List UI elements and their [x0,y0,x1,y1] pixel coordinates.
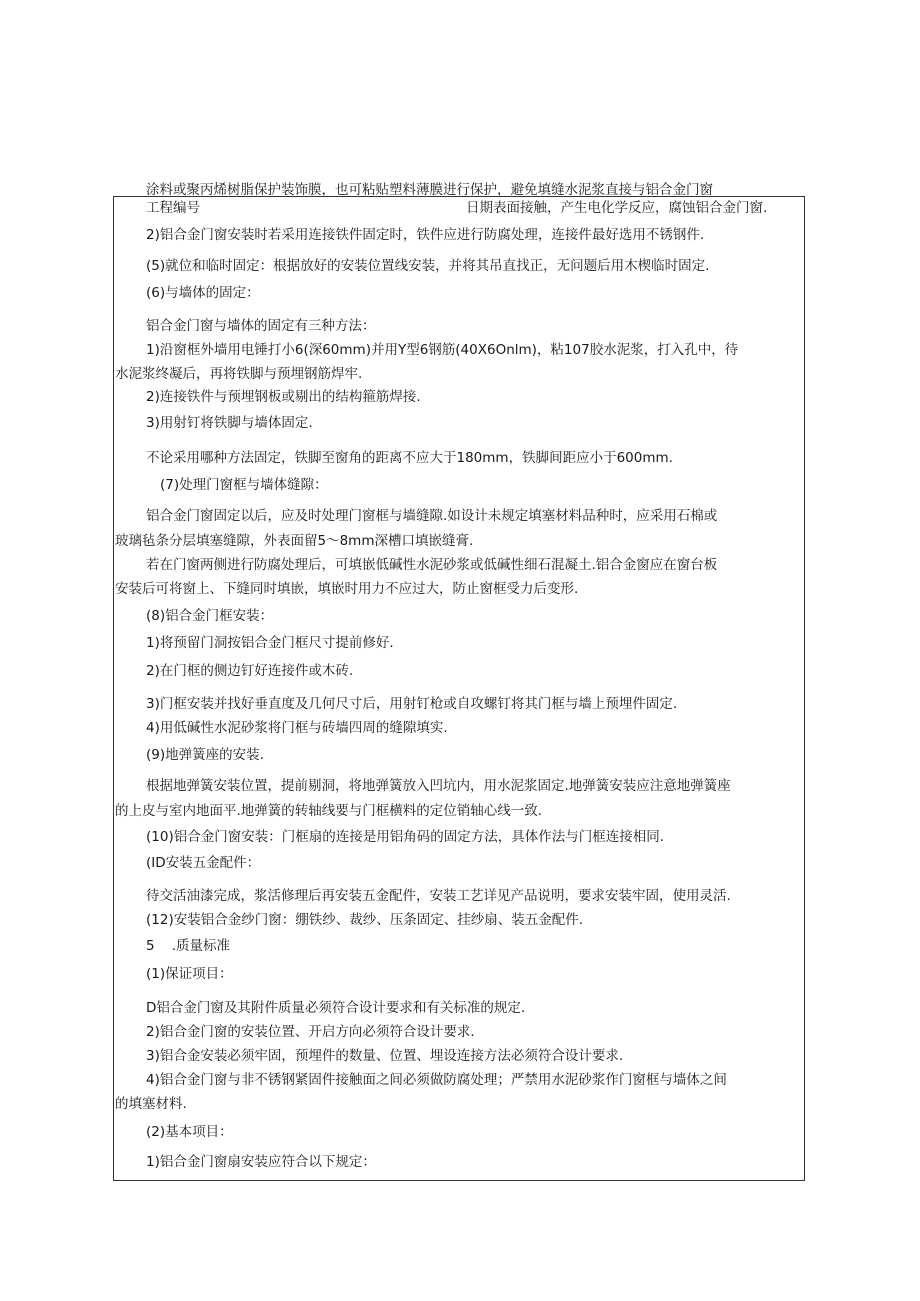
body-line: (12)安装铝合金纱门窗：绷铁纱、裁纱、压条固定、挂纱扇、装五金配件. [146,912,584,928]
body-line: (1)保证项目： [146,966,233,982]
body-line: 安装后可将窗上、下缝同时填嵌，填嵌时用力不应过大，防止窗框受力后变形. [115,581,579,597]
header-line-2-right: 日期表面接触，产生电化学反应，腐蚀铝合金门窗. [466,200,768,216]
body-line: 若在门窗两侧进行防腐处理后，可填嵌低碱性水泥砂浆或低碱性细石混凝土.铝合金窗应在窗台板 [146,557,718,573]
body-line: 根据地弹簧安装位置，提前剔洞，将地弹簧放入凹坑内，用水泥浆固定.地弹簧安装应注意地弹簧座 [146,778,731,794]
body-line: (5)就位和临时固定：根据放好的安装位置线安装，并将其吊直找正，无问题后用木楔临时固定. [146,258,710,274]
header-line-1: 涂料或聚丙烯树脂保护装饰膜，也可粘贴塑料薄膜进行保护，避免填缝水泥浆直接与铝合金门窗 [146,182,713,198]
body-line: 5 .质量标准 [146,938,231,954]
body-line: 1)将预留门洞按铝合金门框尺寸提前修好. [146,635,394,651]
body-line: (9)地弹簧座的安装. [146,747,264,763]
body-line: D铝合金门窗及其附件质量必须符合设计要求和有关标准的规定. [146,1000,526,1016]
body-line: 玻璃毡条分层填塞缝隙，外表面留5～8mm深槽口填嵌缝膏. [115,533,474,549]
body-line: 2)铝合金门窗的安装位置、开启方向必须符合设计要求. [146,1024,475,1040]
body-line: 铝合金门窗固定以后，应及时处理门窗框与墙缝隙.如设计未规定填塞材料品种时，应采用石棉或 [146,508,718,524]
body-line: (10)铝合金门窗安装：门框扇的连接是用铝角码的固定方法，具体作法与门框连接相同. [146,829,665,845]
body-line: 水泥浆终凝后，再将铁脚与预埋钢筋焊牢. [115,366,363,382]
body-line: (ID安装五金配件： [146,855,261,871]
body-line: 的填塞材料. [115,1096,187,1112]
body-line: 2)铝合金门窗安装时若采用连接铁件固定时，铁件应进行防腐处理，连接件最好选用不锈钢件. [146,227,705,243]
body-line: 1)铝合金门窗扇安装应符合以下规定： [146,1154,376,1170]
body-line: 铝合金门窗与墙体的固定有三种方法： [146,318,376,334]
body-line: 3)门框安装并找好垂直度及几何尺寸后，用射钉枪或自攻螺钉将其门框与墙上预埋件固定. [146,696,678,712]
body-line: 的上皮与室内地面平.地弹簧的转轴线要与门框横料的定位销轴心线一致. [115,803,543,819]
body-line: 3)铝合金安装必须牢固，预埋件的数量、位置、埋设连接方法必须符合设计要求. [146,1048,624,1064]
project-number-label: 工程编号 [146,200,200,216]
body-line: 2)在门框的侧边钉好连接件或木砖. [146,663,354,679]
body-line: 4)用低碱性水泥砂浆将门框与砖墙四周的缝隙填实. [146,720,448,736]
body-line: 3)用射钉将铁脚与墙体固定. [146,415,313,431]
body-line: (7)处理门窗框与墙体缝隙： [160,477,328,493]
body-line: 4)铝合金门窗与非不锈钢紧固件接触面之间必须做防腐处理；严禁用水泥砂浆作门窗框与墙体之间 [146,1072,727,1088]
body-line: (2)基本项目： [146,1124,233,1140]
body-line: (8)铝合金门框安装： [146,608,274,624]
body-line: 待交活油漆完成，浆活修理后再安装五金配件，安装工艺详见产品说明，要求安装牢固，使用灵活. [146,888,731,904]
body-line: 不论采用哪种方法固定，铁脚至窗角的距离不应大于180mm，铁脚间距应小于600mm. [146,450,673,466]
body-line: 2)连接铁件与预埋钢板或剔出的结构箍筋焊接. [146,389,421,405]
body-line: 1)沿窗框外墙用电锤打小6(深60mm)并用Y型6钢筋(40X6Onlm)，粘107胶水泥浆，打入孔中，待 [146,342,739,358]
body-line: (6)与墙体的固定： [146,285,260,301]
